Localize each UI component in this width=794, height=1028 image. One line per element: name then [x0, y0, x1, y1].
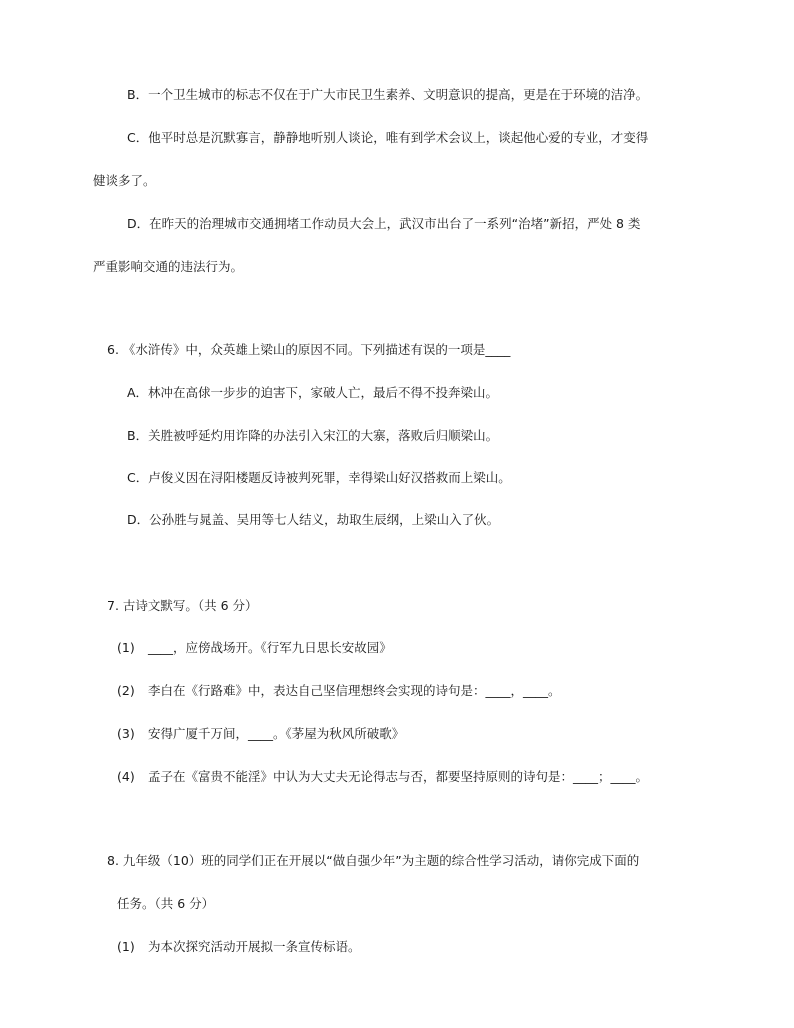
q5-option-d-line1: D．在昨天的治理城市交通拥堵工作动员大会上，武汉市出台了一系列“治堵”新招，严处 8 类 [127, 216, 641, 231]
q5-option-d-line2: 严重影响交通的违法行为。 [93, 259, 244, 274]
q6-option-a: A．林冲在高俅一步步的迫害下，家破人亡，最后不得不投奔梁山。 [127, 385, 499, 400]
q5-option-b: B．一个卫生城市的标志不仅在于广大市民卫生素养、文明意识的提高，更是在于环境的洁净。 [127, 87, 649, 102]
q6-option-c: C．卢俊义因在浔阳楼题反诗被判死罪，幸得梁山好汉搭救而上梁山。 [127, 470, 511, 485]
q5-option-c-line2: 健谈多了。 [93, 173, 156, 188]
q7-item-1-num: (1) [117, 640, 135, 655]
q6-option-b: B．关胜被呼延灼用诈降的办法引入宋江的大寨，落败后归顺梁山。 [127, 428, 499, 443]
q8-item-1-text: 为本次探究活动开展拟一条宣传标语。 [148, 939, 361, 954]
q7-item-2-num: (2) [117, 683, 135, 698]
q7-item-2-text: 李白在《行路难》中，表达自己坚信理想终会实现的诗句是：____，____。 [148, 683, 561, 698]
q6-stem: 6. 《水浒传》中，众英雄上梁山的原因不同。下列描述有误的一项是____ [107, 342, 511, 357]
q7-stem: 7. 古诗文默写。（共 6 分） [107, 598, 258, 613]
q5-option-c-line1: C．他平时总是沉默寡言，静静地听别人谈论，唯有到学术会议上，谈起他心爱的专业，才变得 [127, 130, 649, 145]
q8-item-1-num: (1) [117, 939, 135, 954]
q7-item-1-text: ____，应傍战场开。《行军九日思长安故园》 [148, 640, 392, 655]
q8-stem-line1: 8. 九年级（10）班的同学们正在开展以“做自强少年”为主题的综合性学习活动，请你完成下面的 [107, 853, 640, 868]
q7-item-3-text: 安得广厦千万间，____。《茅屋为秋风所破歌》 [148, 726, 405, 741]
q6-option-d: D．公孙胜与晁盖、吴用等七人结义，劫取生辰纲，上梁山入了伙。 [127, 512, 500, 527]
q7-item-4-text: 孟子在《富贵不能淫》中认为大丈夫无论得志与否，都要坚持原则的诗句是：____；____。 [148, 769, 649, 784]
q8-stem-line2: 任务。（共 6 分） [117, 896, 215, 911]
q7-item-4-num: (4) [117, 769, 135, 784]
q7-item-3-num: (3) [117, 726, 135, 741]
